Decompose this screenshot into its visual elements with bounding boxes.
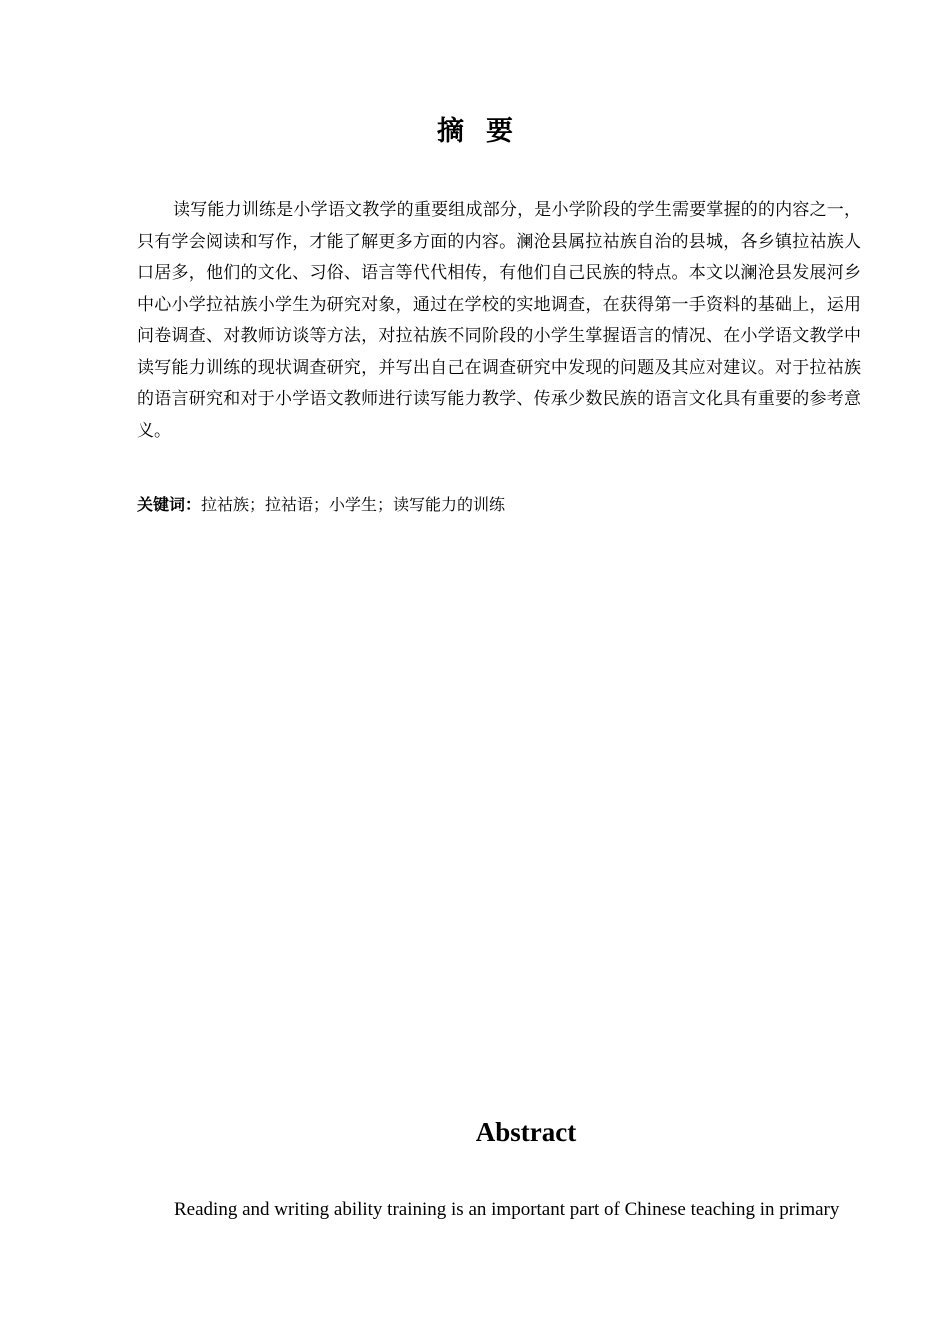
keywords-line	[137, 491, 861, 519]
keywords-label: 关键词：	[137, 495, 202, 514]
chinese-abstract-body: 读写能力训练是小学语文教学的重要组成部分，是小学阶段的学生需要掌握的的内容之一，只有学会阅读和写作，才能了解更多方面的内容。澜沧县属拉祜族自治的县城，各乡镇拉祜族人口居多，他们的文化、习俗、语言等代代相传，有他们自己民族的特点。本文以澜沧县发展河乡中心小学拉祜族小学生为研究对象，通过在学校的实地调查，在获得第一手资料的基础上，运用问卷调查、对教师访谈等方法，对拉祜族不同阶段的小学生掌握语言的情况、在小学语文教学中读写能力训练的现状调查研究，并写出自己在调查研究中发现的问题及其应对建议。对于拉祜族的语言研究和对于小学语文教师进行读写能力教学、传承少数民族的语言文化具有重要的参考意义。	[137, 200, 861, 441]
english-abstract-body: Reading and writing ability training is an important part of Chinese teaching in primary	[174, 1199, 840, 1220]
chinese-abstract-title: 摘要	[437, 116, 535, 147]
english-abstract-title: Abstract	[475, 1117, 577, 1147]
keywords-text: 拉祜族；拉祜语；小学生；读写能力的训练	[201, 495, 506, 514]
